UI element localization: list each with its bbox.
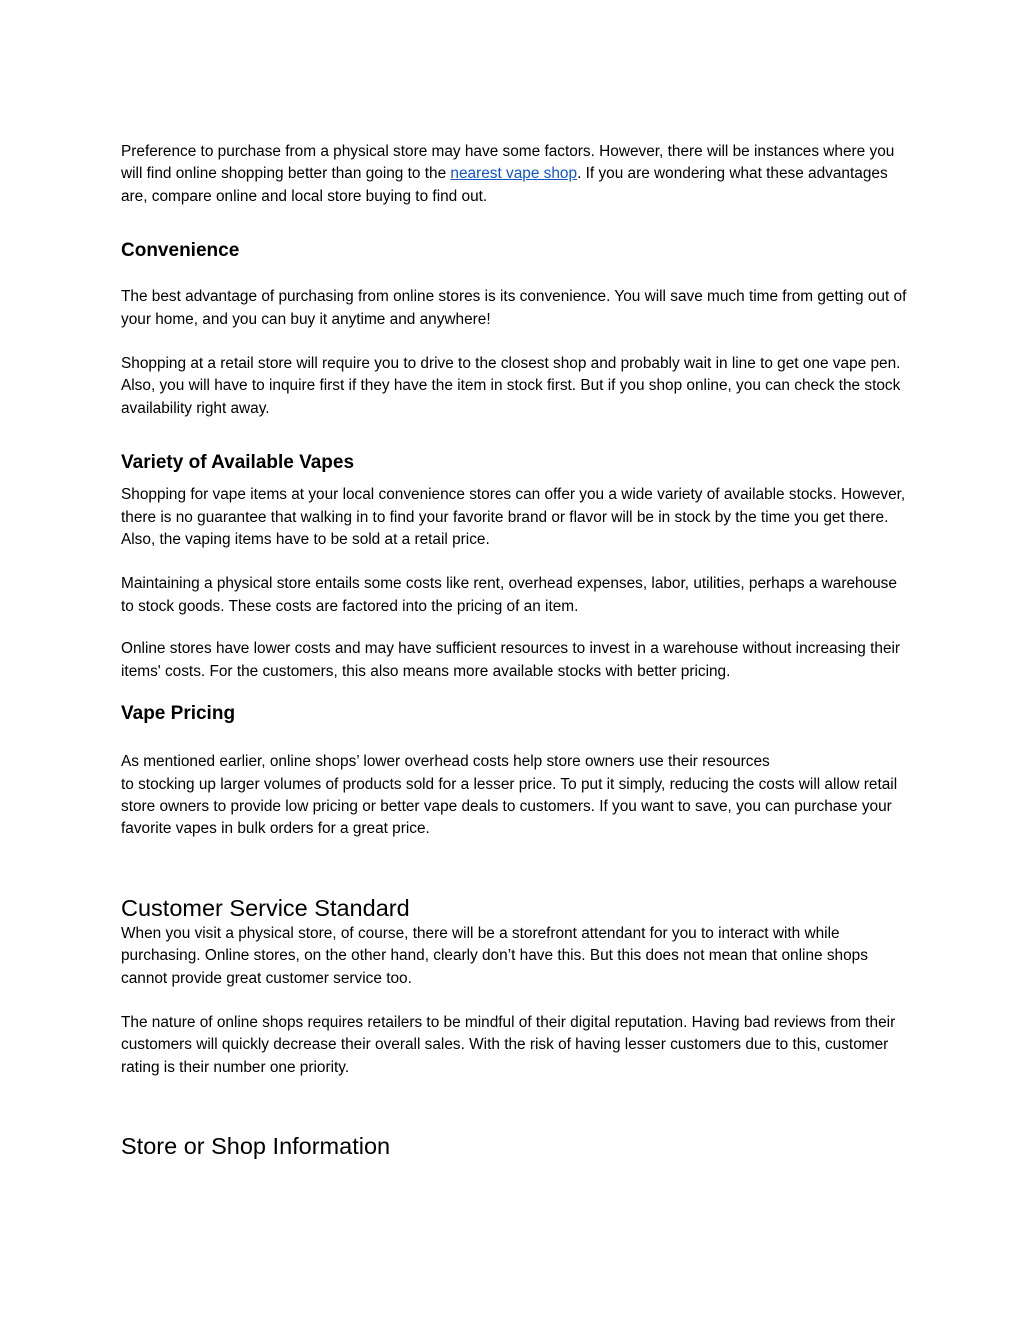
pricing-line-1: As mentioned earlier, online shops’ lower overhead costs help store owners use their resources [121, 753, 770, 771]
pricing-rest: to stocking up larger volumes of products sold for a lesser price. To put it simply, reducing the costs will allow retail store owners to provide low pricing or better vape deals to customers. If you want to save, you can purchase your favorite vapes in bulk orders for a great price. [121, 775, 898, 838]
convenience-paragraph-1: The best advantage of purchasing from online stores is its convenience. You will save much time from getting out of your home, and you can buy it anytime and anywhere! [121, 288, 907, 328]
variety-paragraph-3: Online stores have lower costs and may have sufficient resources to invest in a warehouse without increasing their items' costs. For the customers, this also means more available stocks with better pricing. [121, 640, 901, 680]
store-info-heading: Store or Shop Information [121, 1133, 391, 1160]
intro-text-after-link: . If you are wondering what these advantages are, compare online and local store buying to find out. [121, 165, 888, 205]
convenience-paragraph-2: Shopping at a retail store will require you to drive to the closest shop and probably wait in line to get one vape pen. Also, you will have to inquire first if they have the item in stock first. But if you shop online, you can check the stock availability right away. [121, 355, 901, 417]
pricing-paragraph [121, 751, 911, 841]
customer-service-paragraph-2: The nature of online shops requires retailers to be mindful of their digital reputation. Having bad reviews from their customers will quickly decrease their overall sales. With the risk of having lesser customers due to this, customer rating is their number one priority. [121, 1013, 896, 1076]
convenience-heading: Convenience [121, 240, 240, 262]
variety-heading: Variety of Available Vapes [121, 452, 355, 474]
variety-paragraph-1: Shopping for vape items at your local convenience stores can offer you a wide variety of available stocks. However, there is no guarantee that walking in to find your favorite brand or flavor will be in stock by the time you get there. Also, the vaping items have to be sold at a retail price. [121, 486, 906, 549]
variety-paragraph-2: Maintaining a physical store entails some costs like rent, overhead expenses, labor, utilities, perhaps a warehouse to stock goods. These costs are factored into the pricing of an item. [121, 575, 897, 615]
nearest-vape-shop-link[interactable]: nearest vape shop [450, 165, 578, 183]
intro-paragraph [121, 141, 911, 208]
pricing-heading: Vape Pricing [121, 703, 236, 725]
customer-service-heading: Customer Service Standard [121, 894, 410, 921]
intro-text-before-link: Preference to purchase from a physical store may have some factors. However, there will be instances where you will find online shopping better than going to the [121, 143, 895, 183]
document-page [121, 141, 911, 1161]
customer-service-paragraph-1: When you visit a physical store, of course, there will be a storefront attendant for you to interact with while purchasing. Online stores, on the other hand, clearly don’t have this. But this does not mean that online shops cannot provide great customer service too. [121, 924, 868, 987]
